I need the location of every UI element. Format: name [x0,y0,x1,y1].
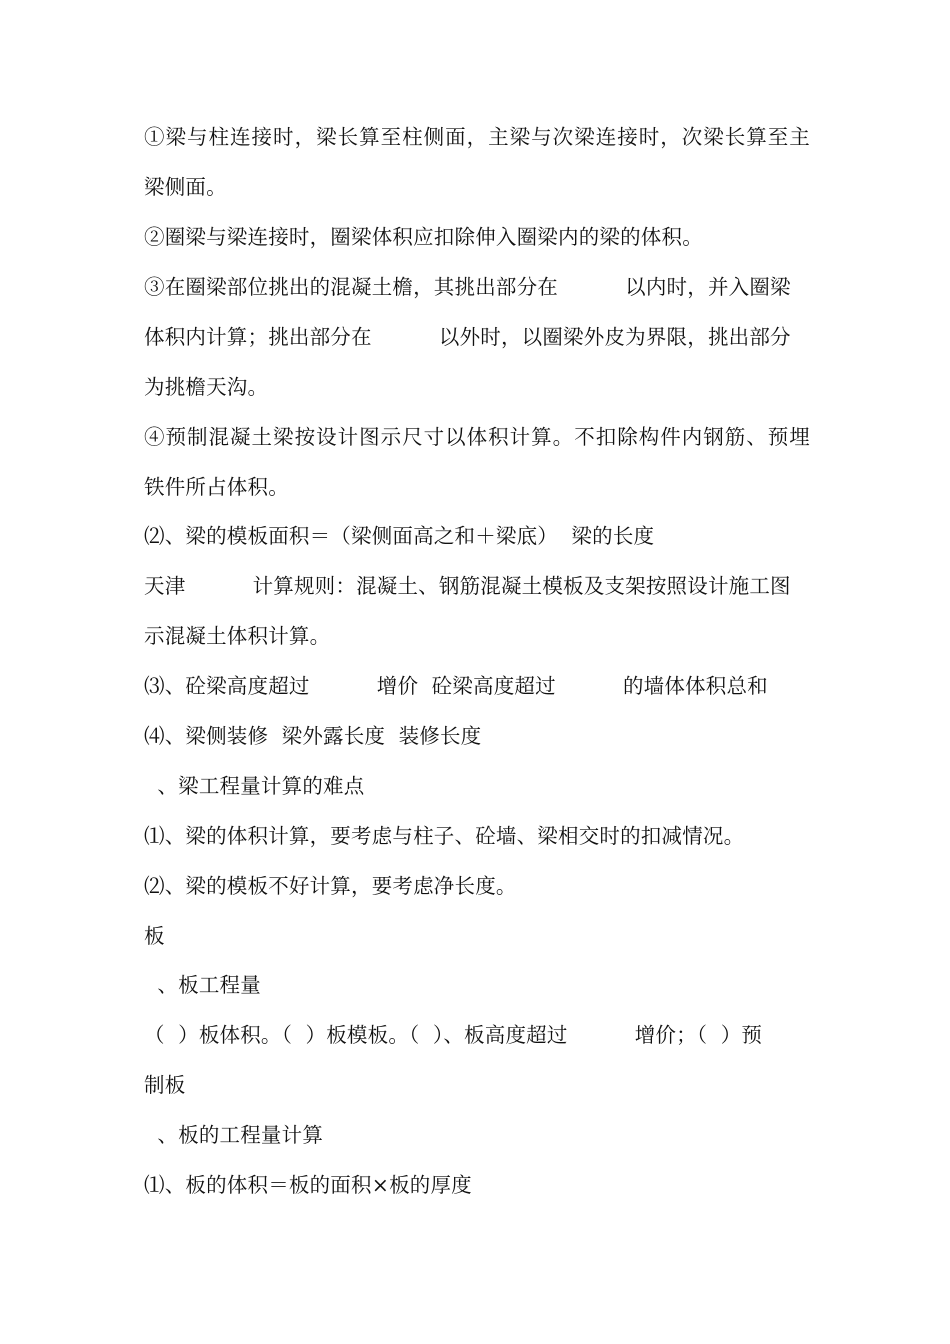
text-line: ⑴、梁的体积计算，要考虑与柱子、砼墙、梁相交时的扣减情况。 [144,824,745,848]
text-line: ⑶、砼梁高度超过 增价 砼梁高度超过 的墙体体积总和 [144,674,768,698]
text-line: 制板 [144,1073,186,1097]
text-line: ⑵、梁的模板不好计算，要考虑净长度。 [144,874,517,898]
text-line: ⑴、板的体积＝板的面积×板的厚度 [144,1173,472,1197]
section-heading: 、梁工程量计算的难点 [144,774,365,798]
text-line: 铁件所占体积。 [144,475,289,499]
text-line: ④预制混凝土梁按设计图示尺寸以体积计算。不扣除构件内钢筋、预埋 [144,425,810,449]
section-heading: 板 [144,924,165,948]
text-line: ⑷、梁侧装修 梁外露长度 装修长度 [144,724,482,748]
text-line: ②圈梁与梁连接时，圈梁体积应扣除伸入圈梁内的梁的体积。 [144,225,703,249]
section-heading: 、板工程量 [144,973,261,997]
text-line: ⑵、梁的模板面积＝（梁侧面高之和＋梁底） 梁的长度 [144,524,655,548]
section-heading: 、板的工程量计算 [144,1123,324,1147]
text-line: （ ）板体积。（ ）板模板。（ ）、板高度超过 增价；（ ）预 [144,1023,763,1047]
text-line: ①梁与柱连接时，梁长算至柱侧面，主梁与次梁连接时，次梁长算至主 [144,125,810,149]
text-line: ③在圈梁部位挑出的混凝土檐，其挑出部分在 以内时，并入圈梁 [144,275,791,299]
text-line: 梁侧面。 [144,175,227,199]
text-line: 天津 计算规则：混凝土、钢筋混凝土模板及支架按照设计施工图 [144,574,791,598]
text-line: 为挑檐天沟。 [144,375,269,399]
text-line: 示混凝土体积计算。 [144,624,331,648]
text-line: 体积内计算；挑出部分在 以外时，以圈梁外皮为界限，挑出部分 [144,325,791,349]
